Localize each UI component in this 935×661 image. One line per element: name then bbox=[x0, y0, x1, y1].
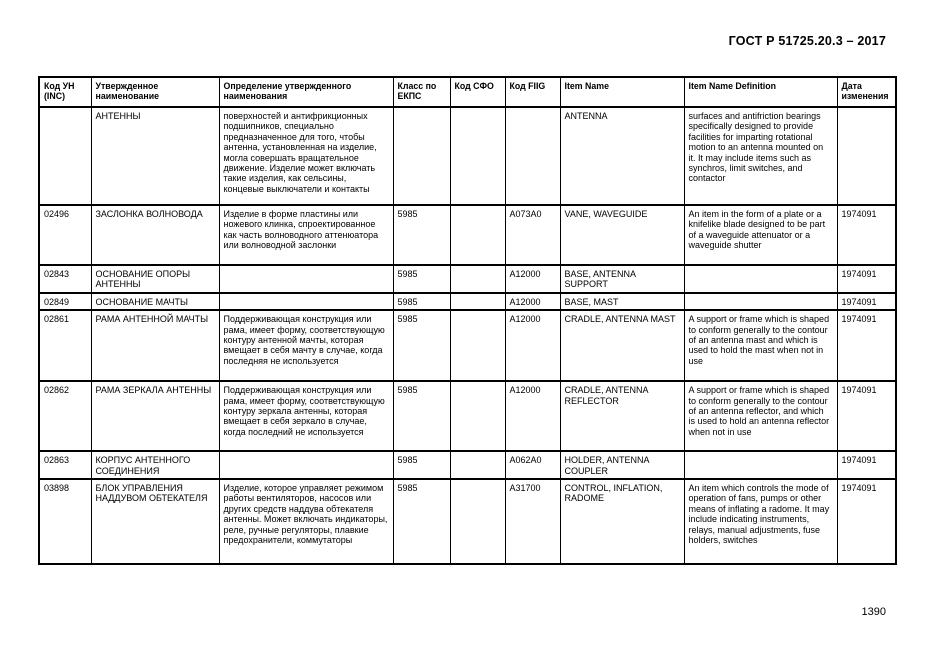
cell-definition bbox=[219, 451, 393, 479]
cell-definition bbox=[219, 265, 393, 293]
table-row bbox=[39, 451, 896, 479]
cell-code: 02849 bbox=[39, 293, 91, 310]
cell-fiig-code: A12000 bbox=[505, 381, 560, 451]
cell-change-date: 1974091 bbox=[837, 265, 896, 293]
cell-item-name-definition: An item in the form of a plate or a knifelike blade designed to be part of a waveguide attenuator or a waveguide shutter bbox=[684, 205, 837, 265]
cell-approved-name: РАМА АНТЕННОЙ МАЧТЫ bbox=[91, 310, 219, 381]
cell-ekps-class: 5985 bbox=[393, 293, 450, 310]
cell-sfo-code bbox=[450, 107, 505, 205]
cell-change-date: 1974091 bbox=[837, 479, 896, 564]
cell-definition: Поддерживающая конструкция или рама, имеет форму, соответствующую контуру зеркала антенны, которая вмещает в себя зеркало в случае, когда последний не используется bbox=[219, 381, 393, 451]
table-row bbox=[39, 107, 896, 205]
cell-ekps-class: 5985 bbox=[393, 265, 450, 293]
cell-ekps-class: 5985 bbox=[393, 310, 450, 381]
cell-code: 02861 bbox=[39, 310, 91, 381]
table-row bbox=[39, 293, 896, 310]
cell-approved-name: ОСНОВАНИЕ МАЧТЫ bbox=[91, 293, 219, 310]
header-cell-item-name-definition: Item Name Definition bbox=[684, 77, 837, 107]
cell-change-date: 1974091 bbox=[837, 381, 896, 451]
cell-item-name-definition bbox=[684, 265, 837, 293]
cell-code: 02496 bbox=[39, 205, 91, 265]
cell-approved-name: ОСНОВАНИЕ ОПОРЫ АНТЕННЫ bbox=[91, 265, 219, 293]
table-row bbox=[39, 205, 896, 265]
cell-sfo-code bbox=[450, 451, 505, 479]
cell-approved-name: КОРПУС АНТЕННОГО СОЕДИНЕНИЯ bbox=[91, 451, 219, 479]
header-cell-fiig-code: Код FIIG bbox=[505, 77, 560, 107]
cell-definition: Изделие в форме пластины или ножевого клинка, спроектированное как часть волноводного аттенюатора или волноводной заслонки bbox=[219, 205, 393, 265]
cell-item-name: ANTENNA bbox=[560, 107, 684, 205]
classification-table bbox=[38, 76, 897, 565]
cell-approved-name: БЛОК УПРАВЛЕНИЯ НАДДУВОМ ОБТЕКАТЕЛЯ bbox=[91, 479, 219, 564]
header-cell-ekps-class: Класс по ЕКПС bbox=[393, 77, 450, 107]
table-row bbox=[39, 265, 896, 293]
table-row bbox=[39, 381, 896, 451]
cell-code: 03898 bbox=[39, 479, 91, 564]
cell-change-date: 1974091 bbox=[837, 293, 896, 310]
cell-item-name: CONTROL, INFLATION, RADOME bbox=[560, 479, 684, 564]
header-cell-code: Код УН (INC) bbox=[39, 77, 91, 107]
table-row bbox=[39, 479, 896, 564]
cell-sfo-code bbox=[450, 310, 505, 381]
cell-code: 02863 bbox=[39, 451, 91, 479]
doc-title: ГОСТ Р 51725.20.3 – 2017 bbox=[728, 34, 886, 48]
cell-sfo-code bbox=[450, 479, 505, 564]
cell-sfo-code bbox=[450, 265, 505, 293]
cell-definition: Изделие, которое управляет режимом работы вентиляторов, насосов или других средств наддува обтекателя антенны. Может включать индикаторы, реле, ручные регуляторы, плавкие предохранители, коммутаторы bbox=[219, 479, 393, 564]
cell-ekps-class: 5985 bbox=[393, 479, 450, 564]
cell-code bbox=[39, 107, 91, 205]
cell-change-date bbox=[837, 107, 896, 205]
cell-approved-name: АНТЕННЫ bbox=[91, 107, 219, 205]
cell-sfo-code bbox=[450, 205, 505, 265]
cell-sfo-code bbox=[450, 381, 505, 451]
header-cell-approved-name: Утвержденное наименование bbox=[91, 77, 219, 107]
page-number: 1390 bbox=[861, 606, 886, 618]
cell-item-name-definition: A support or frame which is shaped to conform generally to the contour of an antenna reflector, and which is used to hold an antenna reflector when not in use bbox=[684, 381, 837, 451]
cell-item-name: CRADLE, ANTENNA MAST bbox=[560, 310, 684, 381]
cell-code: 02862 bbox=[39, 381, 91, 451]
header-cell-change-date: Дата изменения bbox=[837, 77, 896, 107]
cell-fiig-code: A062A0 bbox=[505, 451, 560, 479]
cell-definition: поверхностей и антифрикционных подшипников, специально предназначенное для того, чтобы антенна, установленная на изделие, могла совершать вращательное движение. Изделие может включать такие изделия, как сельсины, концевые выключатели и контакты bbox=[219, 107, 393, 205]
cell-approved-name: ЗАСЛОНКА ВОЛНОВОДА bbox=[91, 205, 219, 265]
table-header-row bbox=[39, 77, 896, 107]
cell-fiig-code: A12000 bbox=[505, 310, 560, 381]
cell-ekps-class: 5985 bbox=[393, 205, 450, 265]
cell-item-name-definition bbox=[684, 293, 837, 310]
cell-ekps-class: 5985 bbox=[393, 381, 450, 451]
cell-fiig-code: A31700 bbox=[505, 479, 560, 564]
cell-fiig-code: A073A0 bbox=[505, 205, 560, 265]
cell-sfo-code bbox=[450, 293, 505, 310]
cell-code: 02843 bbox=[39, 265, 91, 293]
cell-change-date: 1974091 bbox=[837, 310, 896, 381]
cell-item-name-definition: A support or frame which is shaped to conform generally to the contour of an antenna mast and which is used to hold the mast when not in use bbox=[684, 310, 837, 381]
cell-change-date: 1974091 bbox=[837, 451, 896, 479]
cell-definition: Поддерживающая конструкция или рама, имеет форму, соответствующую контуру антенной мачты, которая вмещает в себя мачту в случае, когда последняя не используется bbox=[219, 310, 393, 381]
cell-item-name-definition: An item which controls the mode of operation of fans, pumps or other means of inflating a radome. It may include indicating instruments, relays, manual adjustments, fuse holders, switches bbox=[684, 479, 837, 564]
cell-item-name: HOLDER, ANTENNA COUPLER bbox=[560, 451, 684, 479]
cell-item-name-definition: surfaces and antifriction bearings specifically designed to provide facilities for imparting rotational motion to an antenna mounted on it. It may include items such as synchros, limit switches, and contactor bbox=[684, 107, 837, 205]
cell-item-name: BASE, MAST bbox=[560, 293, 684, 310]
cell-change-date: 1974091 bbox=[837, 205, 896, 265]
cell-fiig-code: A12000 bbox=[505, 293, 560, 310]
cell-item-name: VANE, WAVEGUIDE bbox=[560, 205, 684, 265]
cell-fiig-code bbox=[505, 107, 560, 205]
cell-definition bbox=[219, 293, 393, 310]
header-cell-item-name: Item Name bbox=[560, 77, 684, 107]
cell-approved-name: РАМА ЗЕРКАЛА АНТЕННЫ bbox=[91, 381, 219, 451]
header-cell-sfo-code: Код СФО bbox=[450, 77, 505, 107]
header-cell-definition: Определение утвержденного наименования bbox=[219, 77, 393, 107]
cell-ekps-class bbox=[393, 107, 450, 205]
cell-item-name-definition bbox=[684, 451, 837, 479]
cell-item-name: BASE, ANTENNA SUPPORT bbox=[560, 265, 684, 293]
table-row bbox=[39, 310, 896, 381]
cell-item-name: CRADLE, ANTENNA REFLECTOR bbox=[560, 381, 684, 451]
cell-ekps-class: 5985 bbox=[393, 451, 450, 479]
cell-fiig-code: A12000 bbox=[505, 265, 560, 293]
